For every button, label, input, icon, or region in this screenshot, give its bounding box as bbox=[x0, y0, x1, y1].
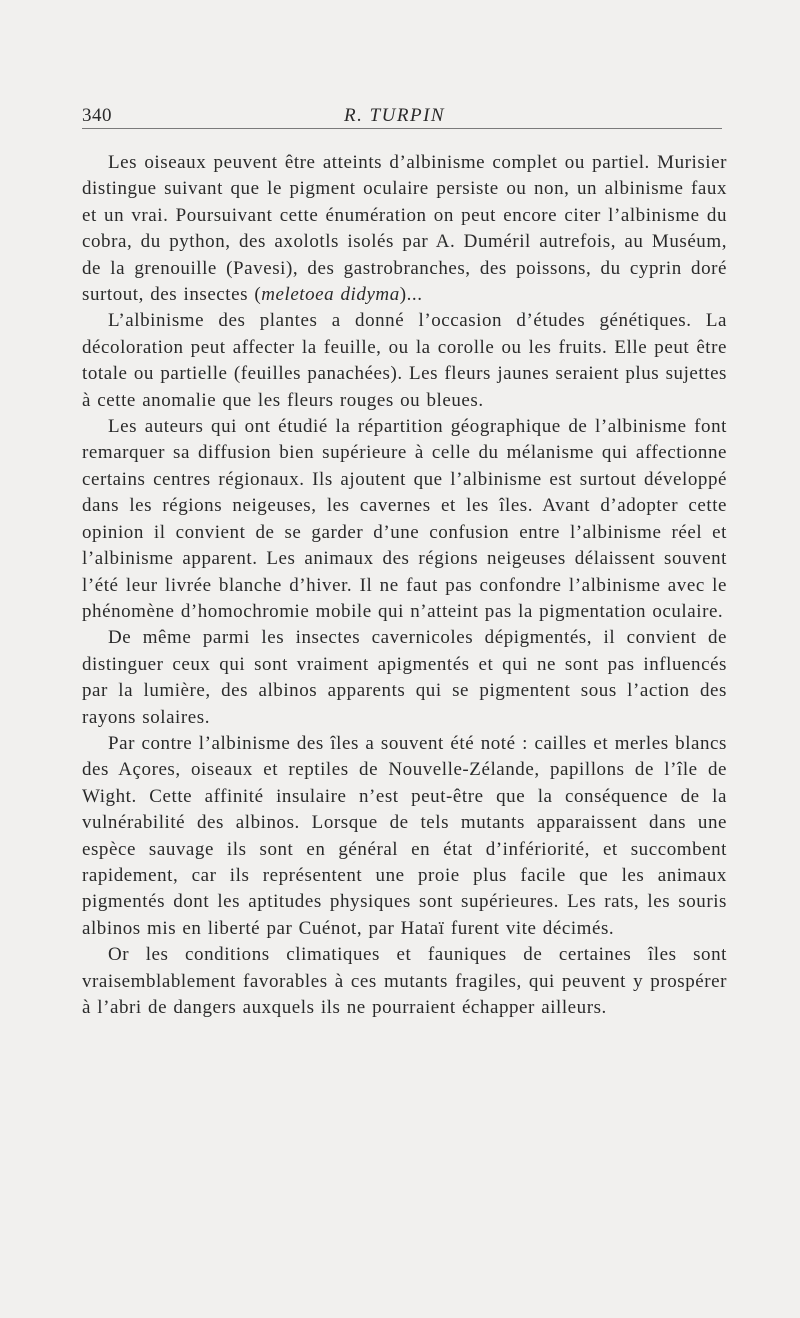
paragraph-cave-insects: De même parmi les insectes cavernicoles dépigmentés, il convient de distinguer ceux qui sont vraiment apigmentés et qui ne sont pas influencés par la lumière, des albinos apparents qui se pigmentent sous l’action des rayons solaires. bbox=[82, 627, 727, 728]
running-head bbox=[82, 105, 722, 129]
body-text bbox=[82, 150, 727, 1021]
paragraph-birds-albinism bbox=[82, 150, 727, 308]
paragraph-plants-albinism: L’albinisme des plantes a donné l’occasion d’études génétiques. La décoloration peut affecter la feuille, ou la corolle ou les fruits. Elle peut être totale ou partielle (feuilles panachées). Les fleurs jaunes seraient plus sujettes à cette anomalie que les fleurs rouges ou bleues. bbox=[82, 310, 727, 411]
paragraph-island-conditions: Or les conditions climatiques et fauniques de certaines îles sont vraisemblablement favorables à ces mutants fragiles, qui peuvent y prospérer à l’abri de dangers auxquels ils ne pourraient échapper ailleurs. bbox=[82, 944, 727, 1018]
running-title: R. TURPIN bbox=[344, 105, 446, 126]
header-rule bbox=[82, 128, 722, 129]
species-name: meletoea didyma bbox=[261, 284, 400, 306]
paragraph-text: )... bbox=[399, 284, 423, 306]
paragraph-text: Les oiseaux peuvent être atteints d’albinisme complet ou partiel. Murisier distingue suivant que le pigment oculaire persiste ou non, un albinisme faux et un vrai. Poursuivant cette énumération on peut encore citer l’albinisme du cobra, du python, des axolotls isolés par A. Duméril autrefois, au Muséum, de la grenouille (Pavesi), des gastrobranches, des poissons, du cyprin doré surtout, des insectes ( bbox=[82, 152, 727, 306]
paragraph-island-albinism: Par contre l’albinisme des îles a souvent été noté : cailles et merles blancs des Açores, oiseaux et reptiles de Nouvelle-Zélande, papillons de l’île de Wight. Cette affinité insulaire n’est peut-être que la conséquence de la vulnérabilité des albinos. Lorsque de tels mutants apparaissent dans une espèce sauvage ils sont en général en état d’infériorité, et succombent rapidement, car ils représentent une proie plus facile que les animaux pigmentés dont les aptitudes physiques sont supérieures. Les rats, les souris albinos mis en liberté par Cuénot, par Hataï furent vite décimés. bbox=[82, 732, 727, 939]
page-number: 340 bbox=[82, 105, 112, 126]
paragraph-geographic-distribution: Les auteurs qui ont étudié la répartition géographique de l’albinisme font remarquer sa diffusion bien supérieure à celle du mélanisme qui affectionne certains centres régionaux. Ils ajoutent que l’albinisme est surtout développé dans les régions neigeuses, les cavernes et les îles. Avant d’adopter cette opinion il convient de se garder d’une confusion entre l’albinisme réel et l’albinisme apparent. Les animaux des régions neigeuses délaissent souvent l’été leur livrée blanche d’hiver. Il ne faut pas confondre l’albinisme avec le phénomène d’homochromie mobile qui n’atteint pas la pigmentation oculaire. bbox=[82, 416, 727, 622]
